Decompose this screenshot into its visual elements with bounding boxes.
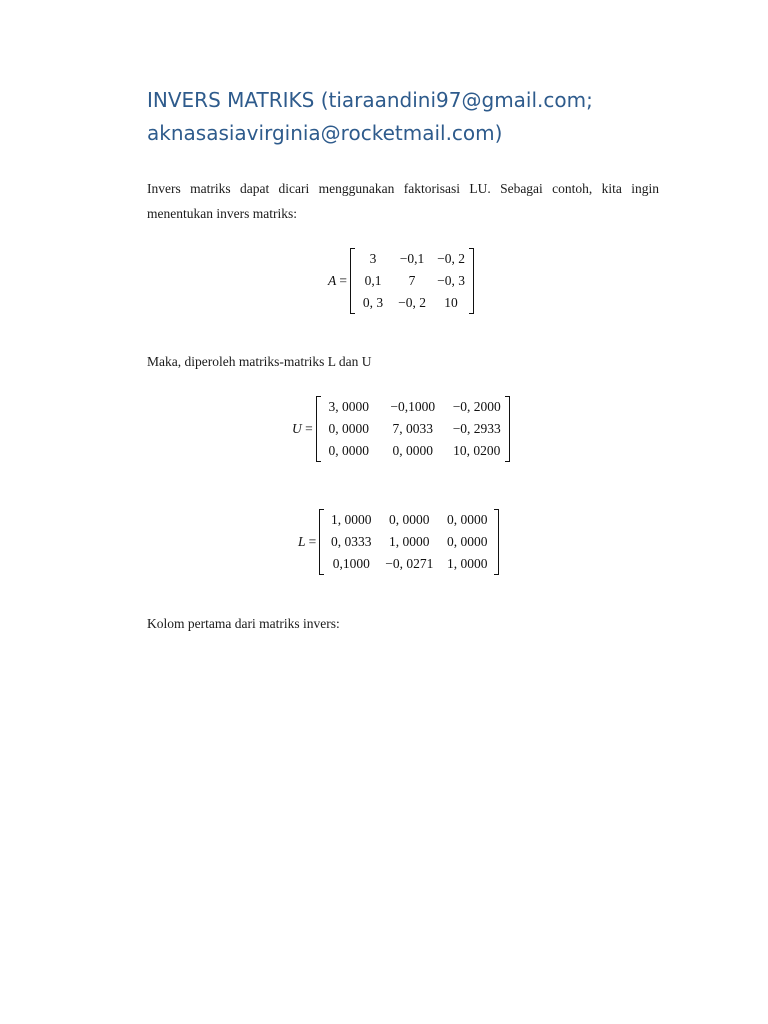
matrix-cell: 0,1 [364, 273, 382, 288]
matrix-row [321, 418, 505, 440]
matrix-cell: 0, 0000 [328, 443, 369, 458]
matrix-a-symbol: A [328, 273, 337, 288]
matrix-cell: 0, 3 [362, 295, 384, 310]
matrix-cell: 10 [444, 295, 458, 310]
matrix-cell: 7, 0033 [392, 421, 433, 436]
matrix-u-equals: = [305, 421, 313, 436]
matrix-u-symbol: U [292, 421, 302, 436]
matrix-a-equals: = [339, 273, 348, 288]
matrix-cell: 1, 0000 [447, 556, 488, 571]
matrix-cell: 0, 0333 [331, 534, 372, 549]
matrix-l-equals: = [308, 534, 317, 549]
matrix-cell: −0, 3 [437, 273, 465, 288]
matrix-row [321, 440, 505, 462]
matrix-u-label [292, 421, 313, 437]
matrix-row [355, 270, 469, 292]
matrix-row [324, 553, 494, 575]
matrix-u [316, 396, 510, 462]
matrix-cell: 0,1000 [332, 556, 370, 571]
matrix-cell: 3 [369, 251, 377, 266]
matrix-u-equation [292, 396, 510, 462]
matrix-cell: 3, 0000 [328, 399, 369, 414]
matrix-row [324, 531, 494, 553]
matrix-l [319, 509, 499, 575]
document-title [147, 84, 707, 150]
matrix-l-symbol: L [298, 534, 306, 549]
intro-paragraph: Invers matriks dapat dicari menggunakan faktorisasi LU. Sebagai contoh, kita ingin menentukan invers matriks: [147, 181, 659, 221]
matrix-a [350, 248, 474, 314]
matrix-cell: 0, 0000 [392, 443, 433, 458]
matrix-row [355, 292, 469, 314]
matrix-cell: 7 [408, 273, 416, 288]
matrix-cell: −0, 2000 [452, 399, 501, 414]
matrix-cell: 0, 0000 [328, 421, 369, 436]
title-line-1: INVERS MATRIKS (tiaraandini97@gmail.com; [147, 88, 593, 112]
matrix-l-label [298, 534, 316, 550]
matrix-cell: −0,1 [399, 251, 425, 266]
matrix-row [321, 396, 505, 418]
matrix-cell: −0,1000 [390, 399, 436, 414]
matrix-cell: −0, 2 [437, 251, 465, 266]
matrix-a-label [328, 273, 347, 289]
matrix-cell: 0, 0000 [447, 512, 488, 527]
result-paragraph: Maka, diperoleh matriks-matriks L dan U [147, 354, 372, 369]
matrix-row [355, 248, 469, 270]
matrix-cell: 1, 0000 [389, 534, 430, 549]
matrix-cell: 10, 0200 [453, 443, 501, 458]
matrix-a-equation [328, 248, 474, 314]
title-line-2: aknasasiavirginia@rocketmail.com) [147, 121, 503, 145]
matrix-l-equation [298, 509, 499, 575]
matrix-cell: −0, 2 [398, 295, 426, 310]
matrix-row [324, 509, 494, 531]
matrix-cell: −0, 0271 [385, 556, 434, 571]
matrix-cell: −0, 2933 [452, 421, 501, 436]
matrix-cell: 1, 0000 [331, 512, 372, 527]
matrix-cell: 0, 0000 [389, 512, 430, 527]
column-paragraph: Kolom pertama dari matriks invers: [147, 616, 340, 631]
matrix-cell: 0, 0000 [447, 534, 488, 549]
